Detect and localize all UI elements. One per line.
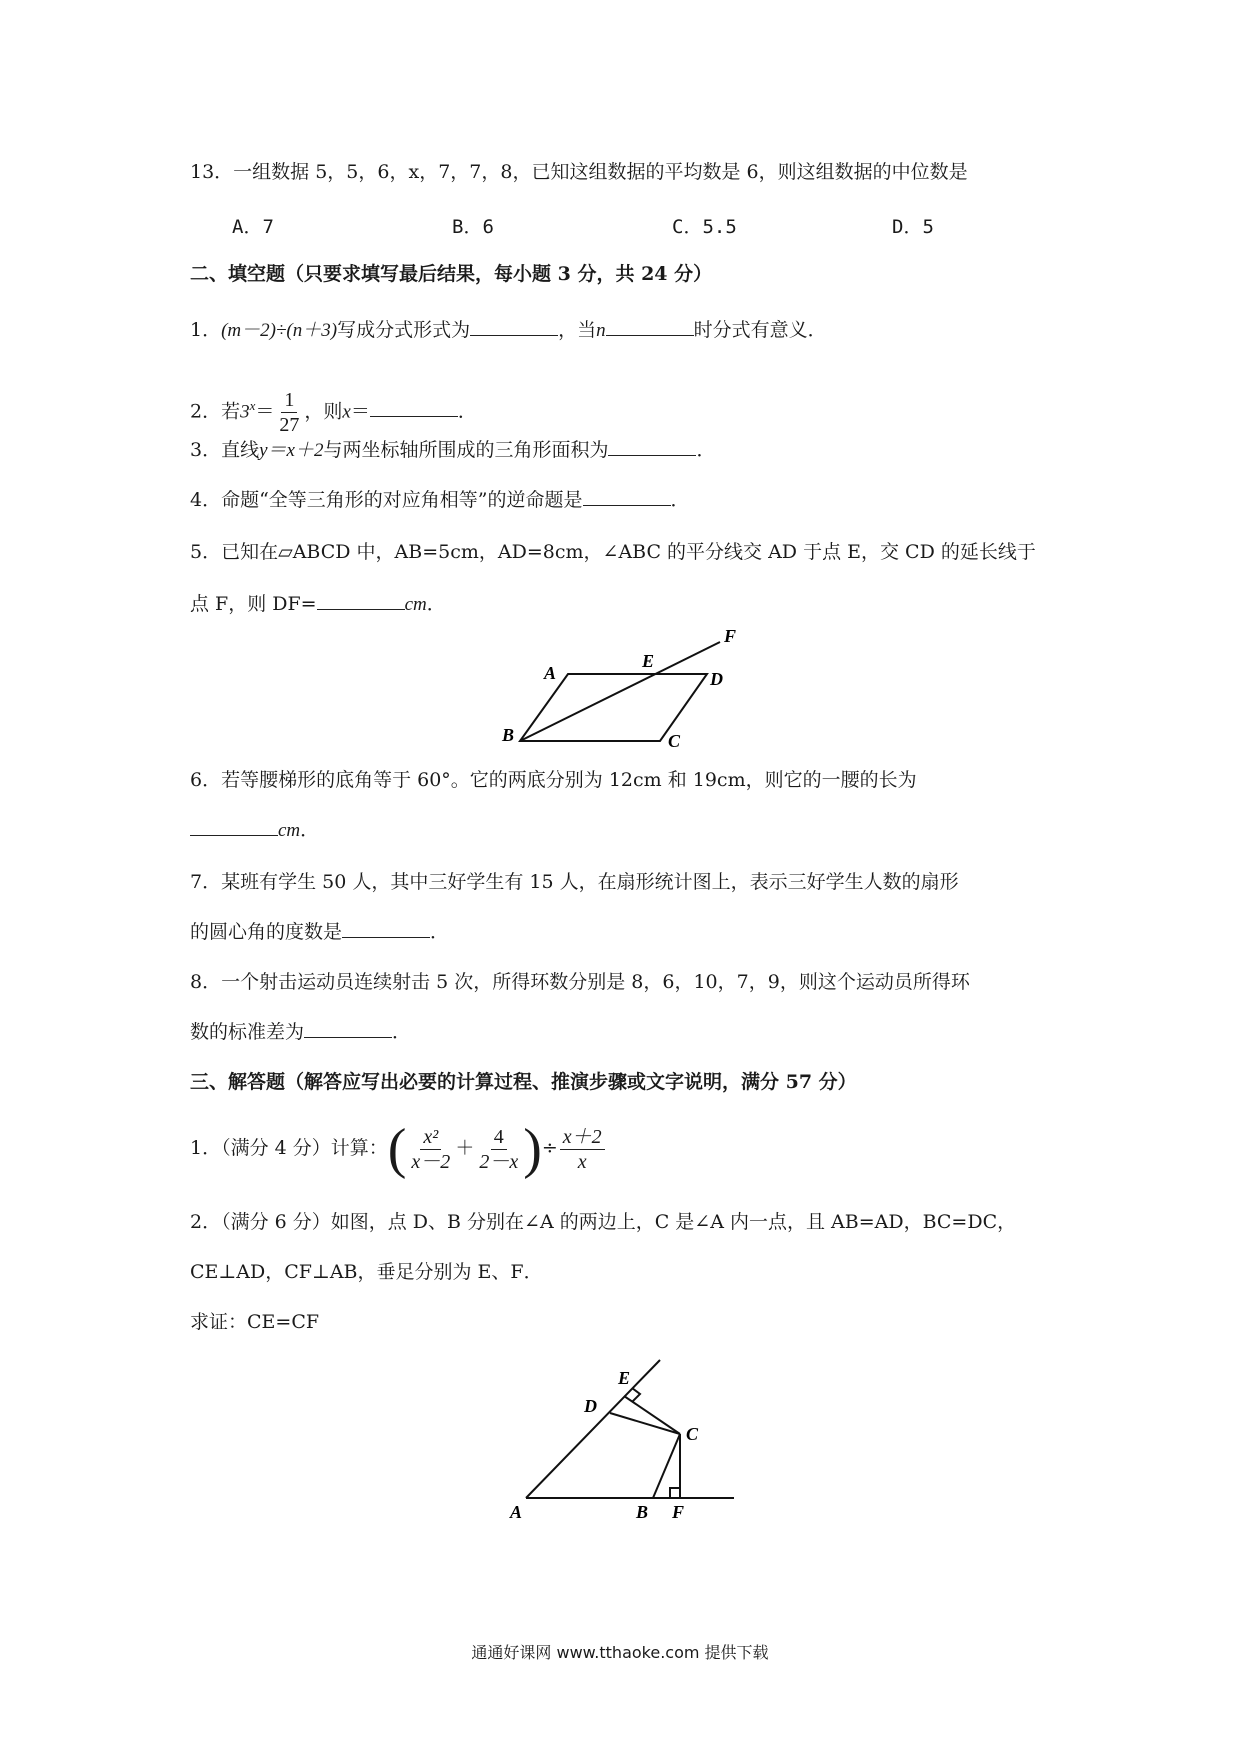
right-angle-f — [670, 1488, 680, 1498]
parallelogram-figure — [500, 625, 760, 755]
bisector-bf — [520, 642, 720, 741]
fig2-label-b: B — [636, 1502, 649, 1522]
solve-q1-f2-den: 2－x — [479, 1150, 519, 1173]
fill-q2-fraction — [276, 388, 302, 437]
fill-q2-num: 1 — [281, 388, 297, 413]
fill-q8-end: ． — [392, 1021, 412, 1043]
q13-option-d: D．5 — [892, 216, 934, 238]
fig2-label-a: A — [510, 1502, 523, 1522]
fig1-label-b: B — [502, 725, 515, 745]
fill-q1-expr: (m－2)÷(n＋3) — [221, 320, 338, 341]
q13-text: 13．一组数据 5，5，6，x，7，7，8，已知这组数据的平均数是 6，则这组数据的中位数是 — [190, 161, 968, 183]
fig1-label-f: F — [724, 626, 737, 646]
fill-q8-text: 数的标准差为 — [190, 1021, 305, 1043]
fill-q2-exp: x — [249, 398, 256, 413]
fill-q5-blank — [317, 591, 405, 610]
fig1-label-c: C — [668, 731, 681, 751]
fill-q2-mid: ，则 — [304, 400, 343, 423]
fill-q2-eq: ＝ — [255, 400, 275, 423]
fill-q1-var: n — [596, 320, 606, 341]
fill-q5-end: ． — [426, 593, 446, 615]
fill-q8-line2 — [190, 1018, 411, 1046]
fill-q2-tail: ． — [457, 400, 477, 423]
fig1-label-a: A — [544, 663, 557, 683]
fill-q7-line1: 7．某班有学生 50 人，其中三好学生有 15 人，在扇形统计图上，表示三好学生人数的扇形 — [190, 871, 959, 893]
solve-q2-line2: CE⊥AD，CF⊥AB，垂足分别为 E、F． — [190, 1261, 543, 1283]
fill-q1-blank-2 — [606, 317, 694, 336]
fig1-label-e: E — [642, 651, 655, 671]
solve-q1-fraction-3 — [560, 1125, 605, 1174]
solve-q1-prefix: 1．（满分 4 分）计算： — [190, 1137, 388, 1159]
fill-q8-line1: 8．一个射击运动员连续射击 5 次，所得环数分别是 8，6，10，7，9，则这个运动员所得环 — [190, 971, 970, 993]
fill-q7-text: 的圆心角的度数是 — [190, 921, 343, 943]
fill-q2-equals: ＝ — [350, 400, 370, 423]
fill-q6-end: ． — [300, 819, 320, 841]
solve-q2-line1: 2．（满分 6 分）如图，点 D、B 分别在∠A 的两边上，C 是∠A 内一点，且 AB=AD，BC=DC， — [190, 1211, 1017, 1233]
angle-figure — [500, 1350, 750, 1530]
fill-q3-text: 与两坐标轴所围成的三角形面积为 — [323, 439, 609, 461]
fill-q7-line2 — [190, 918, 449, 946]
fill-q2 — [190, 378, 477, 440]
fill-q4-blank — [583, 487, 671, 506]
fill-q4 — [190, 486, 690, 514]
fill-q1-end: 时分式有意义． — [693, 319, 827, 341]
solve-q1-f1-den: x－2 — [411, 1150, 451, 1173]
section3-heading: 三、解答题（解答应写出必要的计算过程、推演步骤或文字说明，满分 57 分） — [190, 1071, 857, 1093]
fill-q7-blank — [342, 919, 430, 938]
segment-dc — [610, 1413, 680, 1434]
solve-q1-div: ÷ — [541, 1137, 558, 1159]
solve-q1-f1-num: x² — [420, 1125, 441, 1150]
fig2-label-e: E — [618, 1368, 631, 1388]
fill-q2-prefix: 2．若 — [190, 400, 241, 423]
fill-q4-text: 4．命题“全等三角形的对应角相等”的逆命题是 — [190, 489, 583, 511]
fill-q6-blank — [190, 817, 278, 836]
q13-option-a: A．7 — [232, 216, 274, 238]
solve-q1-f3-num: x＋2 — [560, 1125, 605, 1150]
fig2-label-d: D — [584, 1396, 597, 1416]
fill-q3-prefix: 3．直线 — [190, 439, 260, 461]
solve-q1-fraction-1 — [408, 1125, 453, 1174]
fill-q1-mid: 写成分式形式为 — [337, 319, 471, 341]
fill-q1 — [190, 316, 827, 345]
fill-q5-prefix: 点 F，则 DF= — [190, 593, 317, 615]
fill-q1-mid2: ，当 — [558, 319, 597, 341]
fig2-label-c: C — [686, 1424, 699, 1444]
fill-q5-line2 — [190, 590, 446, 619]
fill-q3-expr: y＝x＋2 — [259, 440, 324, 461]
fill-q5-line1: 5．已知在▱ABCD 中，AB=5cm，AD=8cm，∠ABC 的平分线交 AD 于点 E，交 CD 的延长线于 — [190, 541, 1036, 563]
fill-q1-blank-1 — [470, 317, 558, 336]
fill-q2-base: 3 — [240, 401, 250, 423]
fill-q3-blank — [608, 437, 696, 456]
fill-q2-var: x — [342, 401, 351, 423]
fill-q6-unit: cm — [278, 820, 301, 841]
page-footer: 通通好课网 www.tthaoke.com 提供下载 — [471, 1643, 769, 1662]
fill-q5-unit: cm — [404, 594, 427, 615]
solve-q1-plus: ＋ — [455, 1137, 475, 1159]
fill-q4-end: ． — [670, 489, 690, 511]
fill-q2-den: 27 — [279, 413, 300, 436]
right-angle-e — [632, 1388, 640, 1402]
fig1-label-d: D — [710, 669, 723, 689]
fig2-label-f: F — [672, 1502, 685, 1522]
fill-q1-prefix: 1． — [190, 319, 222, 341]
solve-q1-right-paren: ) — [523, 1118, 542, 1180]
fill-q8-blank — [304, 1019, 392, 1038]
q13-option-b: B．6 — [452, 216, 494, 238]
q13-option-c: C．5.5 — [672, 216, 737, 238]
fill-q6-line1: 6．若等腰梯形的底角等于 60°。它的两底分别为 12cm 和 19cm，则它的一腰的长为 — [190, 769, 917, 791]
fill-q3-end: ． — [696, 439, 716, 461]
ray-ad — [526, 1360, 660, 1498]
solve-q1-f2-num: 4 — [491, 1125, 507, 1150]
solve-q2-line3: 求证：CE=CF — [190, 1311, 320, 1333]
solve-q1-left-paren: ( — [387, 1118, 407, 1180]
fill-q6-line2 — [190, 816, 319, 845]
fill-q7-end: ． — [430, 921, 450, 943]
fill-q2-blank — [370, 398, 458, 417]
section2-heading: 二、填空题（只要求填写最后结果，每小题 3 分，共 24 分） — [190, 263, 713, 285]
solve-q1-f3-den: x — [577, 1150, 587, 1173]
solve-q1 — [190, 1110, 607, 1186]
fill-q3 — [190, 436, 716, 465]
solve-q1-fraction-2 — [476, 1125, 521, 1174]
